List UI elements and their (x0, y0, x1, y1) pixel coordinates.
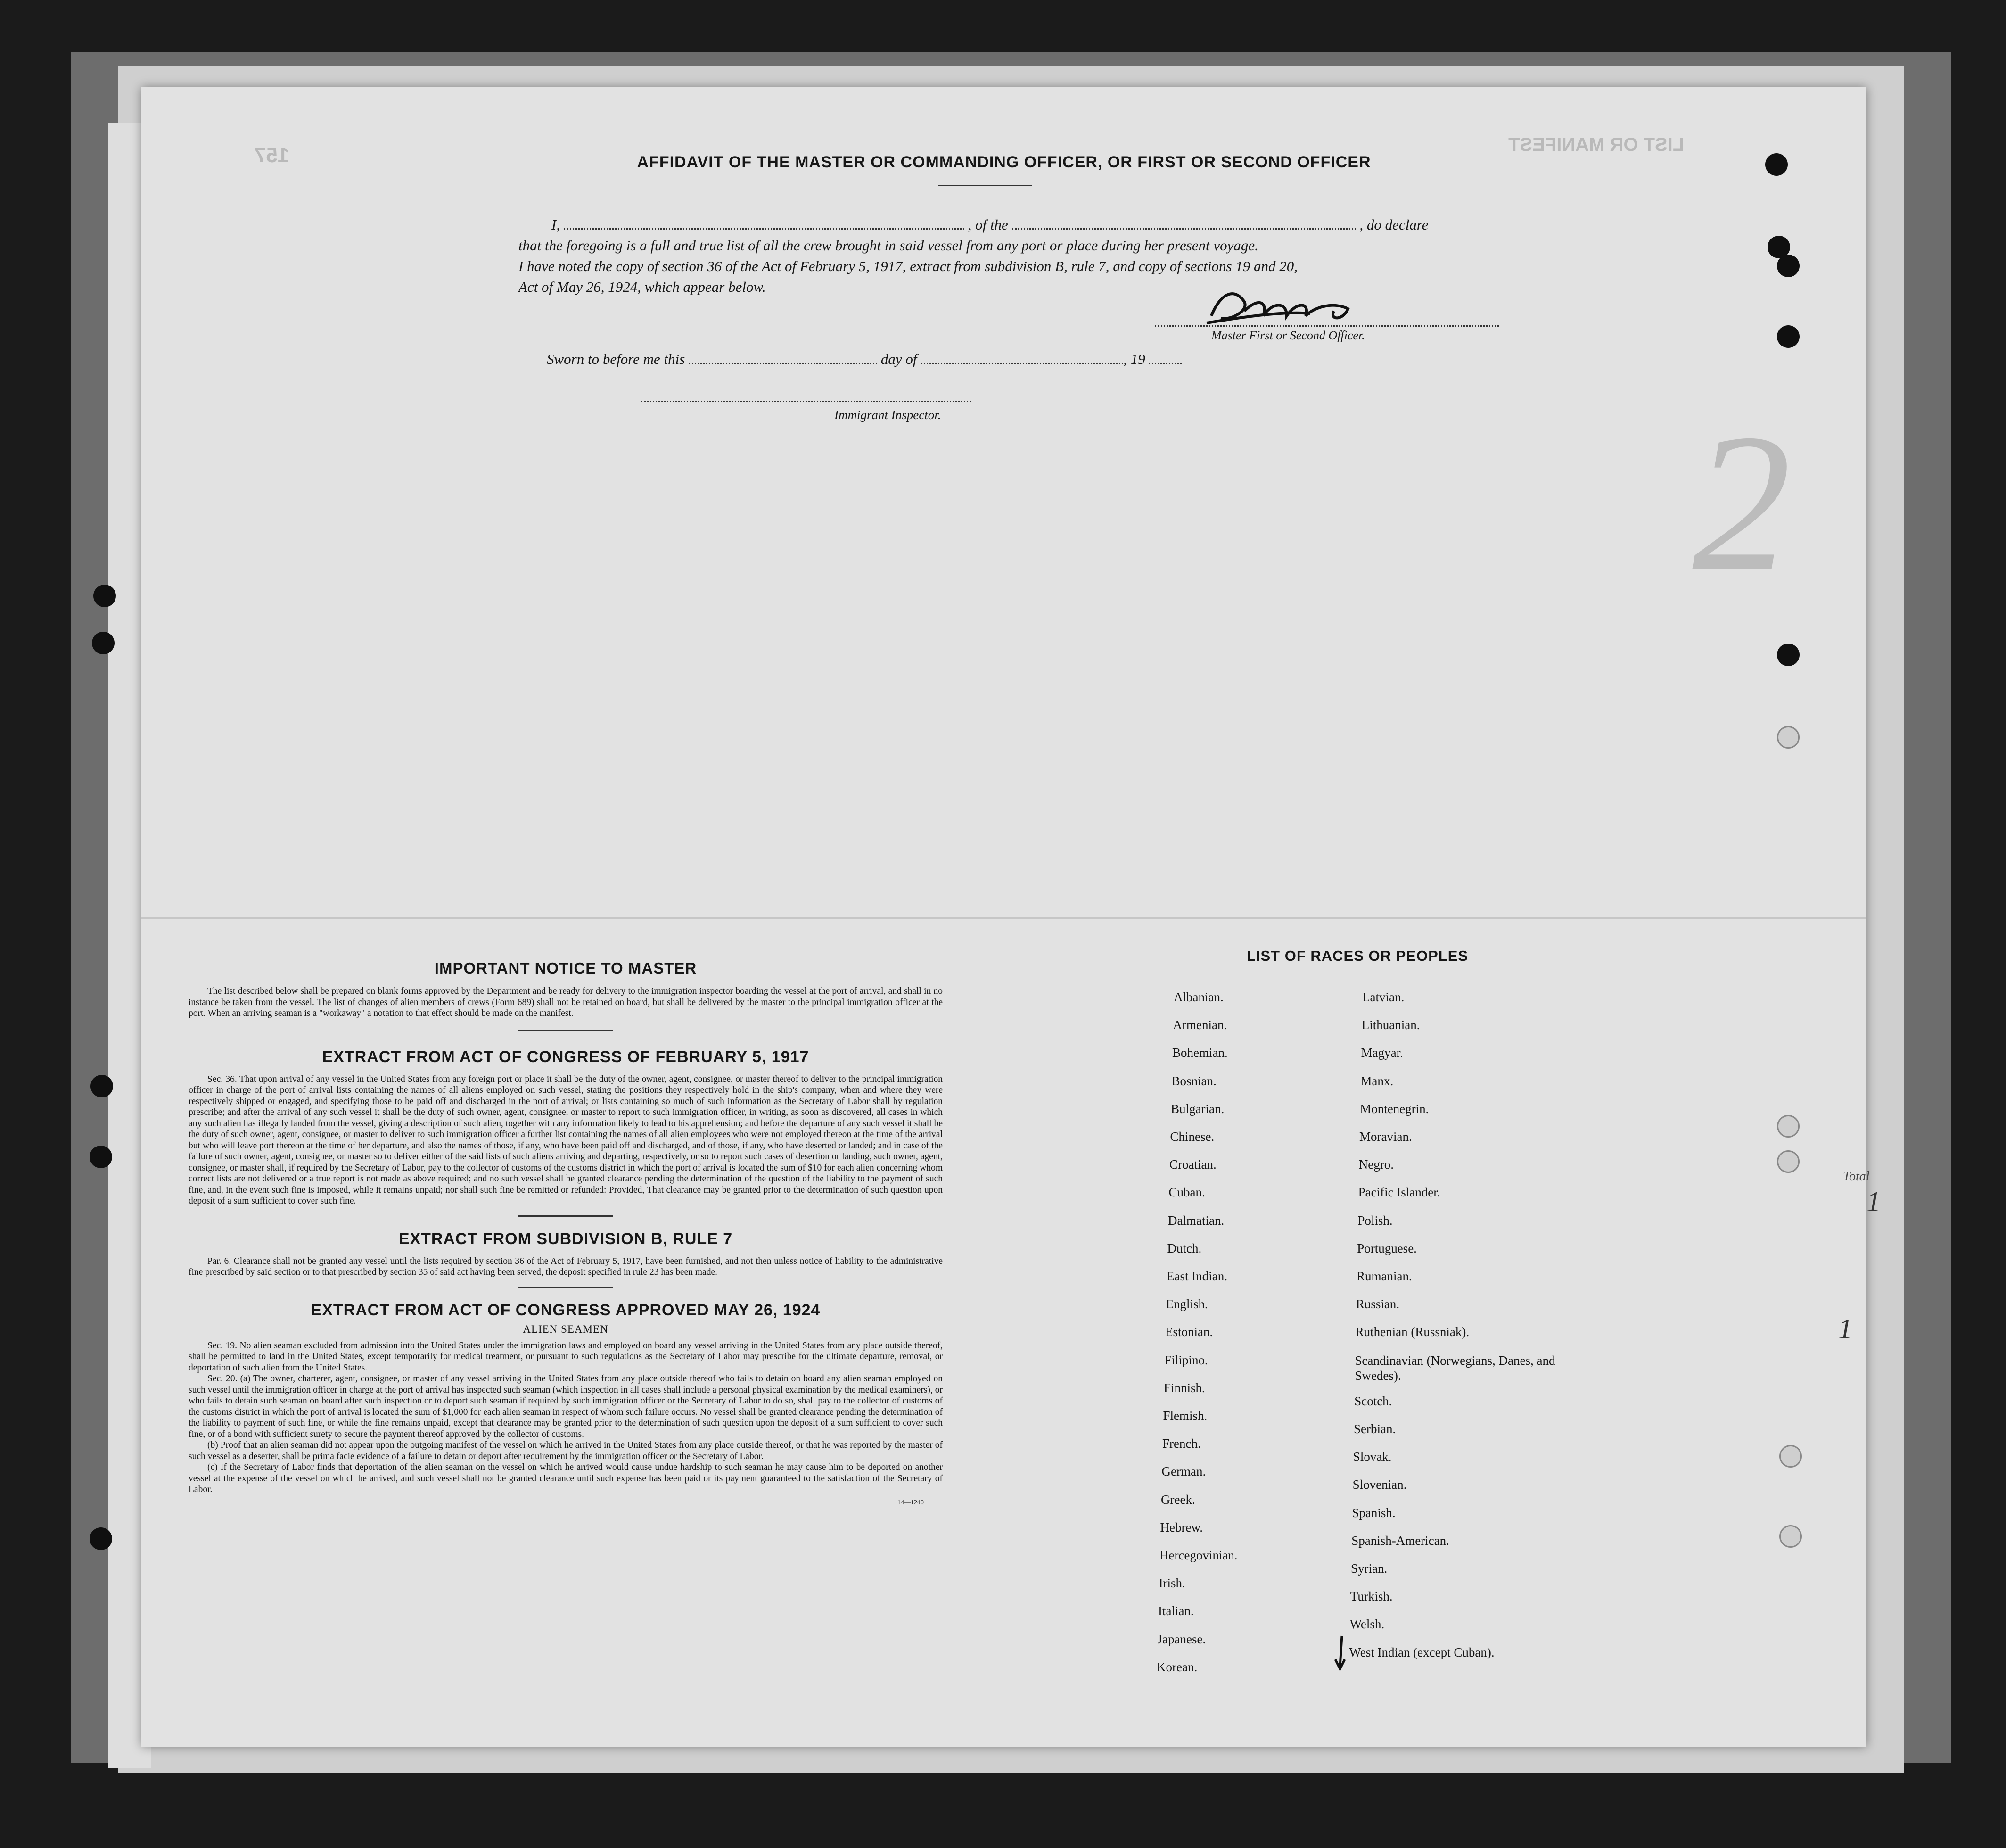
race-item-left: Hebrew. (1160, 1520, 1203, 1534)
affidavit-i: I, (551, 216, 560, 233)
race-item-left: Greek. (1161, 1492, 1195, 1507)
punch-hole (1777, 726, 1800, 749)
race-item-right: Spanish-American. (1351, 1533, 1449, 1548)
day-of-text: day of (880, 351, 917, 367)
punch-hole (90, 1146, 112, 1168)
race-item-left: Irish. (1159, 1576, 1185, 1591)
title-rule (938, 185, 1032, 186)
race-item-left: Finnish. (1164, 1380, 1205, 1395)
race-item-left: East Indian. (1167, 1269, 1227, 1283)
punch-hole (1777, 255, 1800, 277)
race-item-right: Syrian. (1351, 1561, 1388, 1576)
race-item-right: Welsh. (1349, 1617, 1385, 1632)
race-item-left: Dutch. (1167, 1241, 1202, 1255)
race-item-left: Korean. (1157, 1659, 1198, 1674)
section-rule (518, 1287, 613, 1288)
race-item-left: Italian. (1158, 1604, 1194, 1618)
fold-line (141, 917, 1866, 919)
races-title: LIST OF RACES OR PEOPLES (1246, 948, 1469, 964)
race-item-left: Estonian. (1165, 1325, 1213, 1339)
subdivision-b-title: EXTRACT FROM SUBDIVISION B, RULE 7 (398, 1229, 733, 1248)
signature-line (1155, 325, 1499, 327)
extract-1917-body: Sec. 36. That upon arrival of any vessel in the United States from any foreign port or place it shall be the duty of the owner, agent, consignee, or master thereof to deliver to the principal immigration officer in charge of the port of arrival lists containing the names of all aliens employed on such vessel, stating the positions they respectively hold in the ship's company, when and where they were respectively shipped or engaged, and specifying those to be paid off and discharged in the port of arrival; or lists containing so much of such information as the Secretary of Labor shall by regulation prescribe; and after the arrival of any such vessel it shall be the duty of such owner, agent, consignee, or master to report to such immigration officer, in writing, as soon as discovered, all cases in which any such alien has illegally landed from the vessel, giving a description of such alien, together with any information likely to lead to his apprehension; and before the departure of any such vessel it shall be the duty of such owner, agent, consignee, or master to deliver to such immigration officer a further list containing the names of all alien employees who were not employed thereon at the time of the arrival but who will leave port thereon at the time of her departure, and also the names of those, if any, who have been paid off and discharged, and of those, if any, who have deserted or landed; and in case of the failure of such owner, agent, consignee, or master so to deliver either of the said lists of such aliens arriving and departing, respectively, or so to report such cases of desertion or landing, such owner, agent, consignee, or master shall, if required by the Secretary of Labor, pay to the collector of customs of the customs district in which the port of arrival is located the sum of $10 for each alien concerning whom correct lists are not delivered or a true report is not made as above required; and no such vessel shall be granted clearance pending the determination of the question of the liability to the payment of such fine, and, in the event such fine is imposed, while it remains unpaid; nor shall such fine be remitted or refunded: Provided, That clearance may be granted prior to the determination of such question upon deposit of a sum sufficient to cover such fine. (189, 1074, 943, 1206)
race-item-left: Albanian. (1174, 990, 1224, 1004)
race-item-right: Scandinavian (Norwegians, Danes, and Swedes). (1355, 1353, 1555, 1383)
subdivision-b-body: Par. 6. Clearance shall not be granted any vessel until the lists required by section 36 of the Act of February 5, 1917, have been furnished, and not then unless notice of liability to the administrative fine prescribed by said section or to that prescribed by section 35 of said act having been served, the deposit specified in rule 23 has been made. (189, 1256, 943, 1277)
race-item-left: Hercegovinian. (1159, 1548, 1238, 1562)
punch-hole (1779, 1525, 1802, 1548)
race-item-left: Chinese. (1170, 1130, 1215, 1144)
section-rule (518, 1215, 613, 1217)
sworn-day-blank (689, 363, 877, 364)
punch-hole (93, 585, 116, 607)
race-item-left: Croatian. (1169, 1157, 1217, 1172)
ghost-header-left: 157 (255, 144, 289, 167)
race-item-left: Japanese. (1157, 1632, 1206, 1646)
race-item-right: Portuguese. (1357, 1241, 1417, 1255)
notice-body: The list described below shall be prepared on blank forms approved by the Department and be ready for delivery to the immigration inspector boarding the vessel at the port of arrival, and shall in no instance be taken from the vessel. The list of changes of alien members of crews (Form 689) shall not be retained on board, but shall be delivered by the master to the principal immigration officer at the port. When an arriving seaman is a "workaway" a notation to that effect should be made on the manifest. (189, 986, 943, 1018)
race-item-left: Bulgarian. (1171, 1101, 1225, 1116)
sec20a-body: Sec. 20. (a) The owner, charterer, agent, consignee, or master of any vessel arriving in the United States from any place outside thereof who fails to detain on board any alien seaman employed on such vessel until the immigration officer in charge at the port of arrival has inspected such seaman (which inspection in all cases shall include a personal physical examination by the medical examiners), or who fails to detain such seaman on board after such inspection or to deport such seaman if required by such immigration officer or the Secretary of Labor to do so, shall pay to the collector of customs of the customs district in which the port of arrival is located the sum of $1,000 for each alien seaman in respect of whom such failure occurs. No vessel shall be granted clearance pending the determination of the liability to payment of such fine, or while the fine remains unpaid, except that clearance may be granted prior to the determination of such question upon the deposit of a sum sufficient to cover such fine, or of a bond with sufficient surety to secure the payment thereof approved by the collector of customs. (189, 1374, 943, 1439)
ghost-header-right: LIST OR MANIFEST (1508, 134, 1685, 155)
punch-hole (1777, 1115, 1800, 1138)
punch-hole (90, 1075, 113, 1097)
race-item-left: Dalmatian. (1168, 1213, 1225, 1228)
affidavit-line3: I have noted the copy of section 36 of the Act of February 5, 1917, extract from subdivision B, rule 7, and copy of sections 19 and 20, (518, 258, 1298, 274)
race-item-right: Polish. (1357, 1213, 1393, 1228)
extract-1924-title: EXTRACT FROM ACT OF CONGRESS APPROVED MAY 26, 1924 (311, 1301, 821, 1319)
notice-title: IMPORTANT NOTICE TO MASTER (434, 959, 697, 977)
pencil-arrow-mark (1332, 1634, 1350, 1676)
affidavit-line4: Act of May 26, 1924, which appear below. (518, 279, 766, 295)
year-blank (1149, 363, 1182, 364)
punch-hole (1777, 1150, 1800, 1173)
total-label: Total (1843, 1169, 1870, 1184)
race-item-right: Ruthenian (Russniak). (1355, 1325, 1470, 1339)
race-item-right: Turkish. (1350, 1589, 1393, 1604)
do-declare-text: , do declare (1359, 216, 1429, 233)
sworn-line (547, 349, 1395, 370)
race-item-right: Spanish. (1352, 1505, 1396, 1520)
race-item-right: Scotch. (1354, 1394, 1392, 1408)
race-item-right: Rumanian. (1357, 1269, 1412, 1283)
of-the-text: , of the (968, 216, 1008, 233)
race-item-left: German. (1161, 1464, 1206, 1479)
race-item-right: Montenegrin. (1360, 1101, 1429, 1116)
form-number: 14—1240 (897, 1499, 924, 1506)
sworn-month-blank (921, 363, 1123, 364)
race-item-left: English. (1166, 1297, 1208, 1312)
section-rule (518, 1030, 613, 1031)
race-item-left: Filipino. (1164, 1353, 1208, 1367)
year-prefix: , 19 (1123, 351, 1145, 367)
left-column (189, 959, 943, 1507)
race-item-right: Negro. (1358, 1157, 1394, 1172)
total-value: 1 (1866, 1186, 1881, 1217)
extract-1917-title: EXTRACT FROM ACT OF CONGRESS OF FEBRUARY 5, 1917 (322, 1048, 809, 1066)
punch-hole (92, 632, 115, 654)
punch-hole (1777, 644, 1800, 666)
second-total-value: 1 (1838, 1313, 1852, 1345)
race-item-left: Bosnian. (1171, 1073, 1217, 1088)
vessel-blank (1012, 228, 1356, 230)
affidavit-line2: that the foregoing is a full and true list of all the crew brought in said vessel from any port or place during her present voyage. (518, 237, 1258, 254)
signature-caption: Master First or Second Officer. (1211, 329, 1365, 342)
inspector-caption: Immigrant Inspector. (834, 408, 941, 422)
race-item-right: Latvian. (1362, 990, 1405, 1004)
race-item-right: Manx. (1360, 1073, 1394, 1088)
sec20b-body: (b) Proof that an alien seaman did not appear upon the outgoing manifest of the vessel on which he arrived in the United States from any place outside thereof, or that he was reported by the master of such vessel as a deserter, shall be prima facie evidence of a failure to detain or deport after requirement by the immigration officer or the Secretary of Labor. (189, 1440, 943, 1461)
manifest-page (141, 87, 1881, 1747)
punch-hole (1777, 325, 1800, 348)
race-item-right: Lithuanian. (1361, 1018, 1420, 1032)
race-item-left: Cuban. (1168, 1185, 1205, 1200)
sworn-text: Sworn to before me this (547, 351, 685, 367)
sec19-body: Sec. 19. No alien seaman excluded from admission into the United States under the immigration laws and employed on board any vessel arriving in the United States from any place outside thereof, shall be permitted to land in the United States, except temporarily for medical treatment, or pursuant to such regulations as the Secretary of Labor may prescribe for the ultimate departure, removal, or deportation of such alien from the United States. (189, 1340, 943, 1373)
race-item-right: Serbian. (1354, 1422, 1396, 1436)
master-signature (1192, 283, 1367, 335)
race-item-left: Flemish. (1163, 1409, 1208, 1423)
race-item-right: Russian. (1356, 1297, 1400, 1312)
race-item-right: West Indian (except Cuban). (1349, 1645, 1495, 1659)
sec20c-body: (c) If the Secretary of Labor finds that deportation of the alien seaman on the vessel on which he arrived would cause undue hardship to such seaman he may cause him to be deported on another vessel at the expense of the vessel on which he arrived, and such vessel shall not be granted clearance until such expense has been paid or its payment guaranteed to the satisfaction of the Secretary of Labor. (189, 1462, 943, 1494)
ghost-numeral: 2 (1692, 393, 1791, 612)
inspector-line (641, 401, 971, 402)
name-blank (564, 228, 964, 230)
race-item-left: Bohemian. (1172, 1046, 1228, 1060)
race-item-right: Slovenian. (1352, 1477, 1407, 1492)
punch-hole (90, 1527, 112, 1550)
race-item-left: French. (1162, 1436, 1201, 1451)
race-item-right: Magyar. (1361, 1046, 1403, 1060)
race-item-right: Pacific Islander. (1358, 1185, 1440, 1200)
extract-1924-subtitle: ALIEN SEAMEN (523, 1323, 608, 1335)
punch-hole (1779, 1445, 1802, 1468)
race-item-left: Armenian. (1173, 1018, 1227, 1032)
affidavit-title: AFFIDAVIT OF THE MASTER OR COMMANDING OFFICER, OR FIRST OR SECOND OFFICER (637, 153, 1371, 171)
race-item-right: Moravian. (1359, 1130, 1412, 1144)
affidavit-line1 (551, 214, 1598, 235)
race-item-right: Slovak. (1353, 1450, 1392, 1464)
